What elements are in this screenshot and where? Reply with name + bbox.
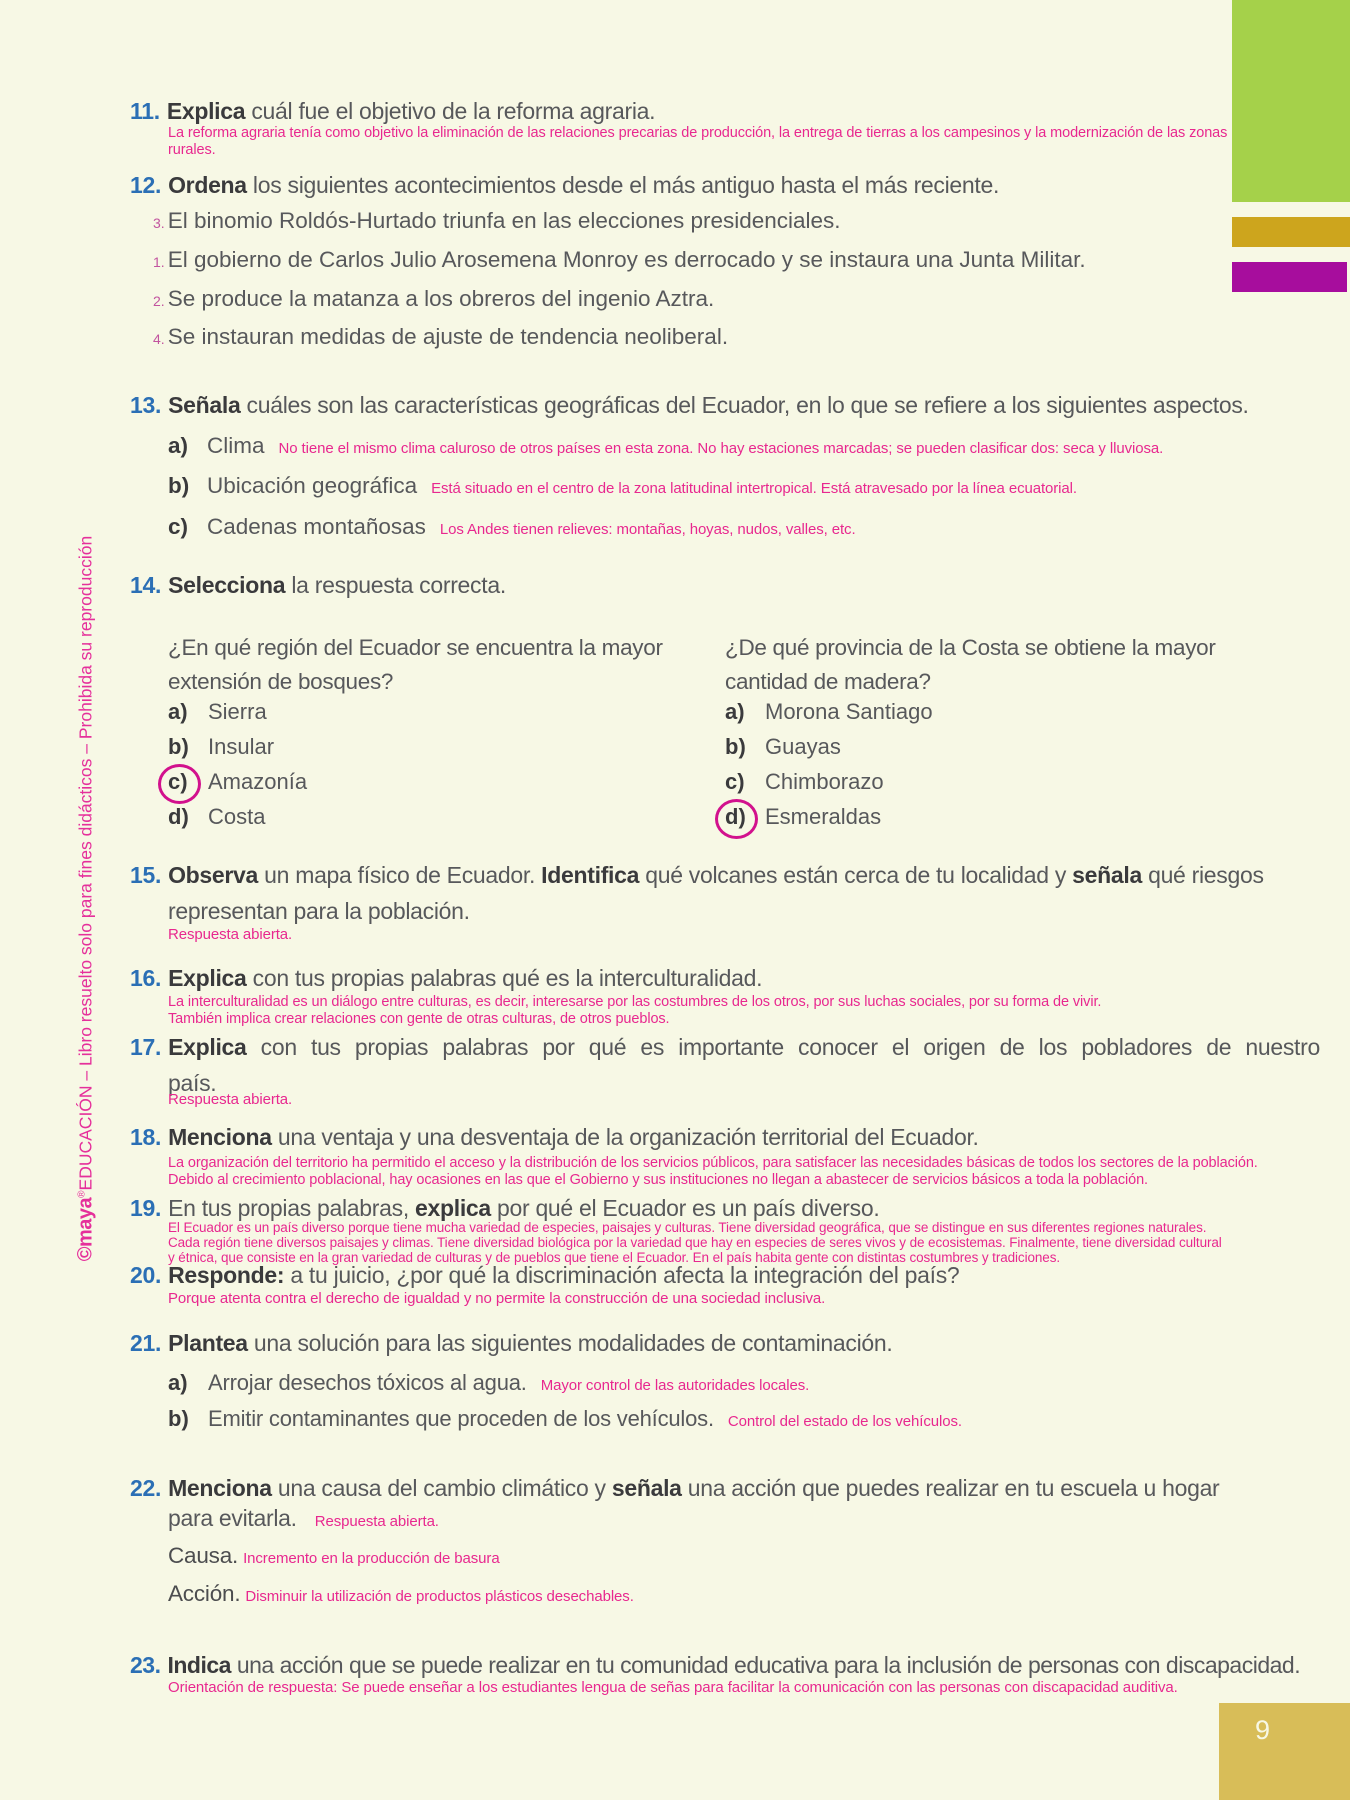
question-heading [130, 171, 1325, 199]
sidebar-watermark [75, 484, 98, 1314]
question-number: 18. [130, 1124, 162, 1150]
aspect-row [168, 471, 1325, 504]
cause-row [168, 1543, 1325, 1572]
question-text: los siguientes acontecimientos desde el más antiguo hasta el más reciente. [246, 172, 1000, 198]
question-heading [130, 1653, 1325, 1678]
question-verb: Observa [168, 862, 259, 888]
question-number: 19. [130, 1195, 162, 1221]
ordered-item [153, 245, 1325, 278]
question-text: por qué el Ecuador es un país diverso. [490, 1195, 880, 1221]
question-verb: Selecciona [168, 572, 286, 598]
option-letter-circled: c) [168, 769, 208, 795]
option-letter: c) [725, 769, 745, 794]
order-number: 1. [153, 254, 165, 270]
option-row [168, 699, 680, 734]
question-heading [130, 1263, 1325, 1287]
option-letter: a) [168, 699, 188, 724]
question-verb: Explica [166, 98, 246, 124]
ordered-item [153, 206, 1325, 239]
question-14 [130, 571, 1325, 839]
option-letter-circled: d) [725, 804, 765, 830]
aspect-label: Ubicación geográfica [207, 473, 418, 498]
ordered-item [153, 322, 1325, 355]
question-number: 23. [130, 1652, 161, 1678]
answer-line: rurales. [168, 142, 216, 158]
question-text-line2 [168, 1503, 1325, 1537]
answer-text: Mayor control de las autoridades locales. [540, 1377, 810, 1394]
option-label: Insular [208, 734, 275, 759]
option-letter: b) [168, 734, 189, 759]
option-row [725, 734, 1235, 769]
option-label: Arrojar desechos tóxicos al agua. [208, 1370, 527, 1395]
question-heading [130, 1473, 1325, 1503]
question-heading [130, 1124, 1325, 1150]
question-heading [130, 1329, 1325, 1357]
option-letter: b) [168, 1406, 189, 1431]
question-18 [130, 1124, 1325, 1189]
question-heading [130, 1196, 1325, 1220]
option-letter: a) [168, 1370, 188, 1395]
sub-question: ¿De qué provincia de la Costa se obtiene la mayor cantidad de madera? [725, 635, 1216, 694]
answer-line: Orientación de respuesta: Se puede enseñar a los estudiantes lengua de señas para facilitar la comunicación con las personas con discapacidad auditiva. [168, 1679, 1178, 1696]
option-letter: b) [168, 473, 190, 498]
order-number: 2. [153, 293, 165, 309]
choice-column-right [725, 631, 1235, 839]
option-letter: d) [168, 804, 189, 829]
pollution-row [168, 1368, 1325, 1401]
question-text: una acción que se puede realizar en tu comunidad educativa para la inclusión de personas con discapacidad. [230, 1652, 1301, 1678]
answer-text: Control del estado de los vehículos. [727, 1413, 962, 1430]
choice-column-left [168, 631, 680, 839]
answer-line: Debido al crecimiento poblacional, hay ocasiones en las que el Gobierno y sus instituciones no llegan a abastecer de servicios básicos a toda la población. [168, 1172, 1148, 1188]
option-row [168, 734, 680, 769]
answer-line: La reforma agraria tenía como objetivo la eliminación de las relaciones precarias de producción, la entrega de tierras a los campesinos y la modernización de las zonas [168, 125, 1228, 141]
answer-line: La organización del territorio ha permitido el acceso y la distribución de los servicios públicos, para satisfacer las necesidades básicas de todos los sectores de la población. [168, 1155, 1258, 1171]
answer-text: Respuesta abierta. [314, 1513, 439, 1530]
question-verb: Señala [168, 392, 241, 418]
question-19 [130, 1196, 1325, 1265]
question-number: 16. [130, 965, 162, 991]
question-text-line2: país. [168, 1070, 217, 1096]
option-row [725, 804, 1235, 839]
question-21 [130, 1329, 1325, 1437]
answer-text: Está situado en el centro de la zona latitudinal intertropical. Está atravesado por la línea ecuatorial. [431, 480, 1077, 497]
question-17 [130, 1033, 1325, 1108]
order-number: 3. [153, 215, 165, 231]
question-text: qué riesgos [1141, 862, 1264, 888]
question-text: la respuesta correcta. [285, 572, 506, 598]
order-number: 4. [153, 331, 165, 347]
item-text: El gobierno de Carlos Julio Arosemena Monroy es derrocado y se instaura una Junta Militar. [167, 247, 1086, 272]
question-heading [130, 391, 1325, 419]
brand-logo: ©maya [74, 1197, 97, 1262]
answer-line: El Ecuador es un país diverso porque tiene mucha variedad de especies, paisajes y culturas. Tiene diversidad geográfica, que se distingue en sus diferentes regiones naturales. [168, 1220, 1207, 1235]
option-label: Morona Santiago [765, 699, 933, 724]
sub-question: ¿En qué región del Ecuador se encuentra la mayor extensión de bosques? [168, 635, 663, 694]
question-12 [130, 171, 1325, 355]
question-text: una acción que puedes realizar en tu escuela u hogar [681, 1475, 1220, 1501]
option-letter: b) [725, 734, 746, 759]
answer-line: También implica crear relaciones con gente de otras culturas, de otros pueblos. [168, 1011, 670, 1027]
question-text: a tu juicio, ¿por qué la discriminación afecta la integración del país? [284, 1262, 960, 1288]
aspect-row [168, 431, 1325, 464]
question-heading [130, 571, 1325, 599]
option-row [725, 769, 1235, 804]
options-list [725, 699, 1235, 839]
question-heading [130, 1033, 1320, 1061]
answer-text: Disminuir la utilización de productos plásticos desechables. [245, 1588, 634, 1605]
option-row [725, 699, 1235, 734]
page-number: 9 [1255, 1715, 1271, 1745]
question-verb: Menciona [168, 1124, 272, 1150]
option-row [168, 769, 680, 804]
option-label: Chimborazo [765, 769, 884, 794]
answer-line: Cada región tiene diversos paisajes y climas. Tiene diversidad biológica por la variedad que hay en especies de seres vivos y de ecosistemas. Finalmente, tiene diversidad cultural [168, 1235, 1222, 1250]
answer-line: Respuesta abierta. [168, 1091, 293, 1108]
item-text: El binomio Roldós-Hurtado triunfa en las elecciones presidenciales. [167, 208, 841, 233]
question-20 [130, 1263, 1325, 1307]
aspect-label: Cadenas montañosas [207, 514, 426, 539]
question-number: 22. [130, 1475, 162, 1501]
question-verb: Ordena [168, 172, 247, 198]
question-11 [130, 97, 1325, 159]
question-verb: Indica [167, 1652, 231, 1678]
question-16 [130, 964, 1325, 1028]
answer-line: Porque atenta contra el derecho de igualdad y no permite la construcción de una sociedad inclusiva. [168, 1290, 826, 1307]
registered-mark: ® [76, 1190, 88, 1198]
question-number: 11. [130, 98, 160, 124]
question-verb: explica [415, 1195, 491, 1221]
item-text: Se instauran medidas de ajuste de tendencia neoliberal. [167, 324, 729, 349]
question-heading [130, 861, 1325, 890]
question-text: En tus propias palabras, [168, 1195, 416, 1221]
answer-line: y étnica, que consiste en la gran variedad de culturas y de pueblos que tiene el Ecuador. En el país habita gente con distintas costumbres y tradiciones. [168, 1250, 1061, 1265]
brand-name: EDUCACIÓN [75, 1085, 96, 1191]
question-text: una solución para las siguientes modalidades de contaminación. [247, 1330, 893, 1356]
ordered-item [153, 284, 1325, 317]
question-text: cuál fue el objetivo de la reforma agraria. [245, 98, 656, 124]
pollution-row [168, 1404, 1325, 1437]
question-number: 14. [130, 572, 162, 598]
copyright-notice: – Libro resuelto solo para fines didácticos – Prohibida su reproducción [75, 535, 96, 1086]
option-row [168, 804, 680, 839]
option-label: Sierra [208, 699, 267, 724]
question-number: 15. [130, 862, 162, 888]
question-text-line2: representan para la población. [168, 898, 470, 924]
question-number: 21. [130, 1330, 162, 1356]
option-label: Guayas [765, 734, 841, 759]
action-row [168, 1581, 1325, 1610]
answer-line: La interculturalidad es un diálogo entre culturas, es decir, interesarse por las costumbres de los otros, por sus luchas sociales, por su forma de vivir. [168, 994, 1102, 1010]
answer-text: Los Andes tienen relieves: montañas, hoyas, nudos, valles, etc. [439, 521, 856, 538]
question-verb: señala [1072, 862, 1142, 888]
question-verb: Plantea [168, 1330, 248, 1356]
option-letter: c) [168, 514, 189, 539]
option-label: Amazonía [208, 769, 308, 794]
option-letter: a) [725, 699, 745, 724]
question-verb: Menciona [168, 1475, 272, 1501]
answer-text: No tiene el mismo clima caluroso de otros países en esta zona. No hay estaciones marcadas; se pueden clasificar dos: seca y lluviosa. [278, 440, 1164, 457]
question-heading [130, 97, 1325, 125]
question-verb: Responde: [168, 1262, 285, 1288]
question-15 [130, 861, 1325, 943]
question-verb: Explica [168, 965, 247, 991]
choice-columns [168, 631, 1325, 839]
question-text: una ventaja y una desventaja de la organización territorial del Ecuador. [271, 1124, 979, 1150]
answer-line: Respuesta abierta. [168, 926, 293, 943]
question-text: un mapa físico de Ecuador. [258, 862, 542, 888]
question-verb: Identifica [541, 862, 640, 888]
aspect-label: Clima [207, 433, 265, 458]
aspect-row [168, 512, 1325, 545]
option-label: Esmeraldas [765, 804, 882, 829]
question-text: cuáles son las características geográficas del Ecuador, en lo que se refiere a los siguientes aspectos. [240, 392, 1249, 418]
question-text: con tus propias palabras qué es la interculturalidad. [246, 965, 763, 991]
question-23 [130, 1653, 1325, 1696]
question-verb: señala [611, 1475, 682, 1501]
option-label: Emitir contaminantes que proceden de los vehículos. [208, 1406, 714, 1431]
item-text: Se produce la matanza a los obreros del ingenio Aztra. [167, 286, 715, 311]
question-text: para evitarla. [168, 1505, 297, 1531]
page-number-badge [1219, 1703, 1350, 1800]
option-letter: a) [168, 433, 189, 458]
question-number: 12. [130, 172, 162, 198]
question-number: 20. [130, 1262, 162, 1288]
cause-label: Causa. [168, 1543, 239, 1568]
option-label: Costa [208, 804, 266, 829]
options-list [168, 699, 680, 839]
action-label: Acción. [168, 1581, 241, 1606]
question-22 [130, 1473, 1325, 1610]
question-text: con tus propias palabras por qué es importante conocer el origen de los pobladores de nuestro [246, 1034, 1320, 1060]
question-heading [130, 964, 1325, 992]
question-13 [130, 391, 1325, 545]
question-number: 17. [130, 1034, 162, 1060]
question-text: qué volcanes están cerca de tu localidad y [639, 862, 1073, 888]
question-number: 13. [130, 392, 162, 418]
question-text: una causa del cambio climático y [271, 1475, 612, 1501]
answer-text: Incremento en la producción de basura [243, 1550, 500, 1567]
question-verb: Explica [168, 1034, 247, 1060]
